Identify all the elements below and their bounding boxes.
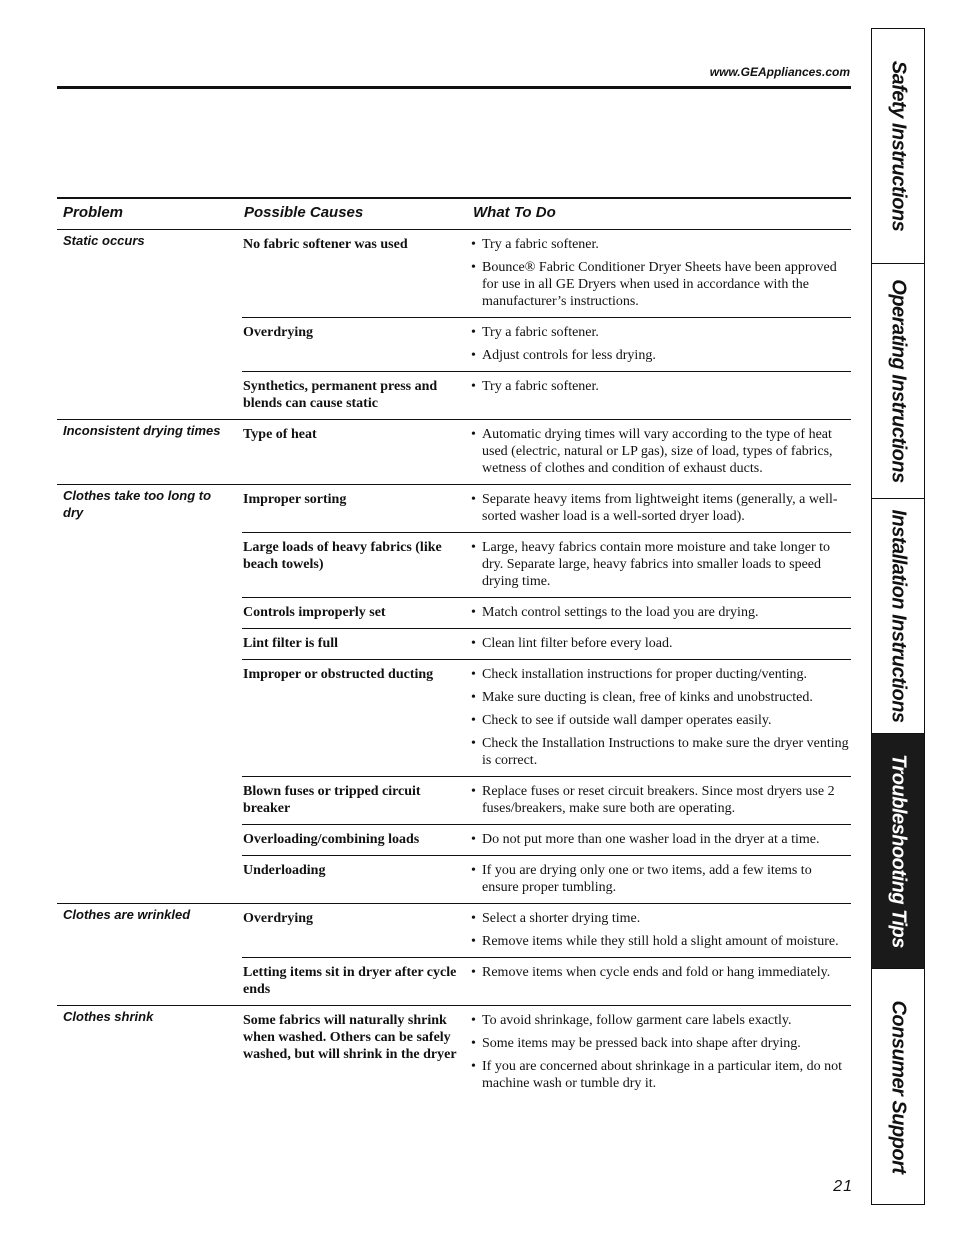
what-to-do [471, 491, 851, 525]
tab-troubleshooting-tips[interactable] [872, 734, 924, 969]
what-to-do [471, 1012, 851, 1092]
problem-label: Static occurs [63, 233, 145, 248]
table-row [242, 230, 851, 317]
action-item: • Clean lint filter before every load. [471, 635, 851, 652]
table-body [57, 230, 851, 1099]
table-row [242, 317, 851, 371]
table-header [57, 199, 851, 230]
action-item: • Separate heavy items from lightweight items (generally, a well-sorted washer load is a well-sorted dryer load). [471, 491, 851, 525]
troubleshooting-table [57, 197, 851, 1099]
table-row [242, 485, 851, 532]
what-to-do [471, 635, 851, 652]
what-to-do [471, 378, 851, 412]
action-item: • If you are drying only one or two items, add a few items to ensure proper tumbling. [471, 862, 851, 896]
action-item: • Do not put more than one washer load in the dryer at a time. [471, 831, 851, 848]
website-url: www.GEAppliances.com [709, 65, 850, 79]
action-item: • Make sure ducting is clean, free of kinks and unobstructed. [471, 689, 851, 706]
header-problem: Problem [63, 204, 124, 221]
action-item: • Match control settings to the load you are drying. [471, 604, 851, 621]
action-item: • Check the Installation Instructions to make sure the dryer venting is correct. [471, 735, 851, 769]
table-row [242, 824, 851, 855]
action-item: • Select a shorter drying time. [471, 910, 851, 927]
problem-group [57, 485, 851, 904]
problem-label: Inconsistent drying times [63, 423, 221, 438]
possible-cause: Improper sorting [243, 492, 347, 507]
table-row [242, 597, 851, 628]
possible-cause: Overdrying [243, 911, 313, 926]
action-item: • Adjust controls for less drying. [471, 347, 851, 364]
what-to-do [471, 426, 851, 477]
problem-group [57, 1006, 851, 1099]
table-row [242, 371, 851, 419]
action-item: • Try a fabric softener. [471, 236, 851, 253]
table-row [242, 776, 851, 824]
possible-cause: Controls improperly set [243, 605, 386, 620]
possible-cause: No fabric softener was used [243, 237, 408, 252]
possible-cause: Large loads of heavy fabrics (like beach towels) [243, 540, 442, 572]
action-item: • Try a fabric softener. [471, 324, 851, 341]
action-item: • Remove items while they still hold a slight amount of moisture. [471, 933, 851, 950]
action-item: • If you are concerned about shrinkage in a particular item, do not machine wash or tumble dry it. [471, 1058, 851, 1092]
problem-label: Clothes shrink [63, 1009, 154, 1024]
what-to-do [471, 964, 851, 998]
tab-label: Consumer Support [887, 999, 910, 1174]
possible-cause: Lint filter is full [243, 636, 339, 651]
what-to-do [471, 236, 851, 310]
what-to-do [471, 862, 851, 896]
action-item: • Some items may be pressed back into shape after drying. [471, 1035, 851, 1052]
what-to-do [471, 539, 851, 590]
action-item: • Remove items when cycle ends and fold or hang immediately. [471, 964, 851, 981]
table-row [242, 532, 851, 597]
problem-group [57, 230, 851, 420]
problem-group [57, 904, 851, 1006]
table-row [242, 1006, 851, 1099]
what-to-do [471, 604, 851, 621]
possible-cause: Underloading [243, 863, 326, 878]
action-item: • Try a fabric softener. [471, 378, 851, 395]
section-tabs [871, 28, 925, 1205]
tab-operating-instructions[interactable] [872, 264, 924, 499]
table-row [242, 659, 851, 776]
what-to-do [471, 910, 851, 950]
page-number: 21 [833, 1178, 853, 1195]
action-item: • Check to see if outside wall damper operates easily. [471, 712, 851, 729]
problem-label: Clothes take too long to dry [63, 488, 212, 520]
possible-cause: Letting items sit in dryer after cycle ends [243, 965, 457, 997]
problem-group [57, 420, 851, 485]
action-item: • To avoid shrinkage, follow garment care labels exactly. [471, 1012, 851, 1029]
table-row [242, 855, 851, 903]
possible-cause: Blown fuses or tripped circuit breaker [243, 784, 421, 816]
possible-cause: Synthetics, permanent press and blends can cause static [243, 379, 438, 411]
tab-consumer-support[interactable] [872, 969, 924, 1204]
possible-cause: Type of heat [243, 427, 317, 442]
table-row [242, 904, 851, 957]
action-item: • Large, heavy fabrics contain more moisture and take longer to dry. Separate large, heavy fabrics into smaller loads to speed drying time. [471, 539, 851, 590]
tab-label: Safety Instructions [887, 60, 910, 232]
header-possible-causes: Possible Causes [244, 204, 364, 221]
possible-cause: Overloading/combining loads [243, 832, 420, 847]
table-row [242, 628, 851, 659]
tab-label: Operating Instructions [887, 279, 910, 483]
tab-safety-instructions[interactable] [872, 29, 924, 264]
what-to-do [471, 831, 851, 848]
tab-label: Troubleshooting Tips [887, 754, 910, 948]
action-item: • Replace fuses or reset circuit breakers. Since most dryers use 2 fuses/breakers, make sure both are operating. [471, 783, 851, 817]
table-row [242, 957, 851, 1005]
possible-cause: Overdrying [243, 325, 313, 340]
possible-cause: Improper or obstructed ducting [243, 667, 434, 682]
table-row [242, 420, 851, 484]
action-item: • Bounce® Fabric Conditioner Dryer Sheets have been approved for use in all GE Dryers when used in accordance with the manufacturer’s instructions. [471, 259, 851, 310]
tab-label: Installation Instructions [887, 509, 910, 723]
action-item: • Automatic drying times will vary according to the type of heat used (electric, natural or LP gas), size of load, types of fabrics, wetness of clothes and condition of exhaust ducts. [471, 426, 851, 477]
header-what-to-do: What To Do [473, 204, 556, 221]
possible-cause: Some fabrics will naturally shrink when washed. Others can be safely washed, but will shrink in the dryer [243, 1013, 457, 1062]
action-item: • Check installation instructions for proper ducting/venting. [471, 666, 851, 683]
what-to-do [471, 783, 851, 817]
problem-label: Clothes are wrinkled [63, 907, 191, 922]
tab-installation-instructions[interactable] [872, 499, 924, 734]
what-to-do [471, 666, 851, 769]
header-rule [57, 86, 851, 89]
what-to-do [471, 324, 851, 364]
